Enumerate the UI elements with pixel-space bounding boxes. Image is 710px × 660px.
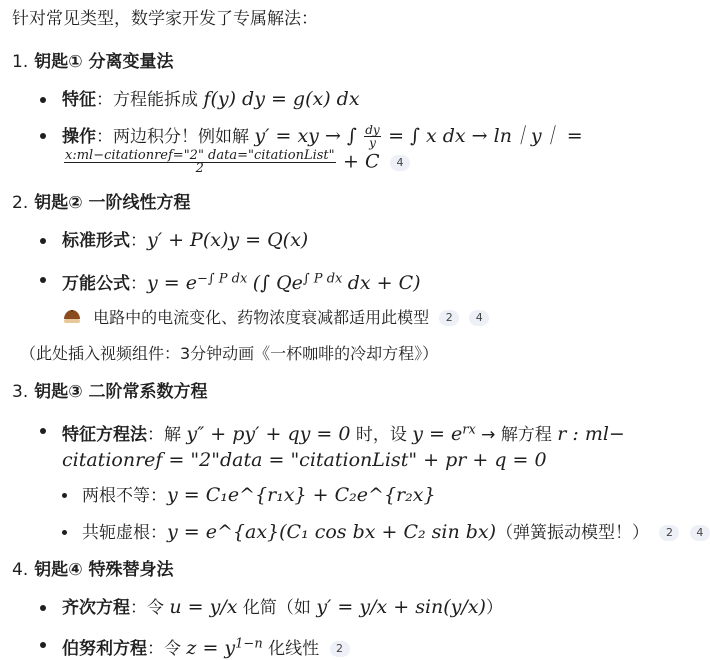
characteristic-text: 时，设	[350, 424, 413, 445]
formula-superscript: −∫ P dx	[196, 271, 248, 286]
feature-label: 特征	[62, 90, 96, 110]
bernoulli-text: ：令	[147, 638, 187, 659]
section-number: 4.	[12, 560, 29, 580]
formula-part: dx + C)	[347, 271, 421, 294]
section-number: 2.	[12, 193, 29, 213]
standard-form-math: y′ + P(x)y = Q(x)	[147, 229, 309, 251]
s3-sub-complex-roots	[62, 521, 710, 544]
section-4-heading	[12, 559, 174, 581]
characteristic-math: r : ml−	[557, 422, 625, 445]
operation-math-1: y′ = xy → ∫	[254, 124, 357, 147]
characteristic-math: y = e	[412, 422, 463, 445]
formula-part: y = e	[147, 271, 197, 294]
section-title: 钥匙③ 二阶常系数方程	[34, 382, 208, 402]
formula-superscript: ∫ P dx	[302, 271, 343, 286]
s3-characteristic-continuation	[62, 449, 547, 472]
citation-badge[interactable]: 2	[659, 525, 679, 541]
homogeneous-text: ：令	[130, 598, 170, 618]
characteristic-superscript: rx	[462, 422, 476, 437]
citation-badge[interactable]: 4	[469, 310, 489, 326]
sub-label: 两根不等：	[82, 486, 167, 506]
s1-operation-continuation	[62, 150, 410, 175]
homogeneous-math: y′ = y/x + sin(y/x)	[316, 596, 486, 618]
operation-label: 操作	[62, 126, 96, 147]
section-number: 1.	[12, 52, 29, 72]
section-title: 钥匙② 一阶线性方程	[34, 193, 191, 213]
sub-math: y = C₁e^{r₁x} + C₂e^{r₂x}	[167, 484, 436, 506]
s2-note	[62, 307, 489, 329]
feature-math: f(y) dy = g(x) dx	[203, 88, 360, 110]
s3-characteristic-item	[40, 419, 625, 446]
s1-feature-item	[40, 88, 360, 111]
standard-form-label: 标准形式	[62, 231, 130, 251]
video-insert-note: （此处插入视频组件：3分钟动画《一杯咖啡的冷却方程》）	[20, 344, 439, 363]
section-title: 钥匙① 分离变量法	[34, 52, 174, 72]
characteristic-label: 特征方程法	[62, 424, 147, 445]
formula-part: (∫ Qe	[252, 271, 303, 294]
section-number: 3.	[12, 382, 29, 402]
citation-badge[interactable]: 4	[390, 155, 410, 171]
s4-bernoulli-item	[40, 633, 350, 660]
characteristic-text: ：解	[147, 424, 187, 445]
characteristic-text: → 解方程	[475, 424, 558, 445]
bernoulli-math: z = y	[186, 636, 236, 659]
homogeneous-math: u = y/x	[169, 596, 238, 618]
homogeneous-text: ）	[485, 598, 503, 618]
s1-operation-item	[40, 124, 583, 149]
sub-text: （弹簧振动模型！）	[496, 523, 650, 543]
homogeneous-label: 齐次方程	[62, 598, 130, 618]
sub-math: y = e^{ax}(C₁ cos bx + C₂ sin bx)	[167, 521, 497, 543]
universal-formula-label: 万能公式	[62, 273, 130, 294]
section-3-heading	[12, 381, 208, 403]
citation-badge[interactable]: 2	[439, 310, 459, 326]
homogeneous-text: 化简（如	[237, 598, 317, 618]
bernoulli-text: 化线性	[262, 638, 320, 659]
operation-fraction: $\frac{dy}{y}$	[365, 123, 380, 150]
bernoulli-superscript: 1−n	[235, 636, 263, 651]
section-title: 钥匙④ 特殊替身法	[34, 560, 174, 580]
feature-text: ：方程能拆成	[96, 90, 204, 110]
section-2-heading	[12, 192, 191, 214]
operation-text: ：两边积分！例如解	[96, 126, 255, 147]
s2-universal-formula-item: 万能公式：$y = e^{-\int P dx}$ (∫ $Qe^{\int P dx}$ dx + C)	[40, 268, 421, 295]
operation-broken-fraction: $\frac{\text{x:ml−citationref="2" data="citationList"}}{2}$	[65, 148, 335, 176]
intro-text: 针对常见类型，数学家开发了专属解法：	[12, 9, 318, 29]
note-text: 电路中的电流变化、药物浓度衰减都适用此模型	[93, 308, 430, 327]
characteristic-math: y″ + py′ + qy = 0	[186, 422, 351, 445]
operation-tail-math: + C	[343, 150, 380, 173]
chestnut-icon	[62, 309, 82, 325]
characteristic-line-2: citationref = "2"data = "citationList" + pr + q = 0	[62, 449, 547, 471]
s4-homogeneous-item	[40, 596, 503, 619]
operation-math-2: = ∫ x dx → ln｜y｜ =	[388, 124, 583, 147]
sub-label: 共轭虚根：	[82, 523, 167, 543]
citation-badge[interactable]: 4	[690, 525, 710, 541]
bernoulli-label: 伯努利方程	[62, 638, 147, 659]
section-1-heading	[12, 51, 174, 73]
citation-badge[interactable]: 2	[330, 641, 350, 657]
s2-standard-form-item: 标准形式：y′ + P(x)y = Q(x)	[40, 229, 308, 252]
s3-sub-distinct-roots	[62, 484, 436, 507]
